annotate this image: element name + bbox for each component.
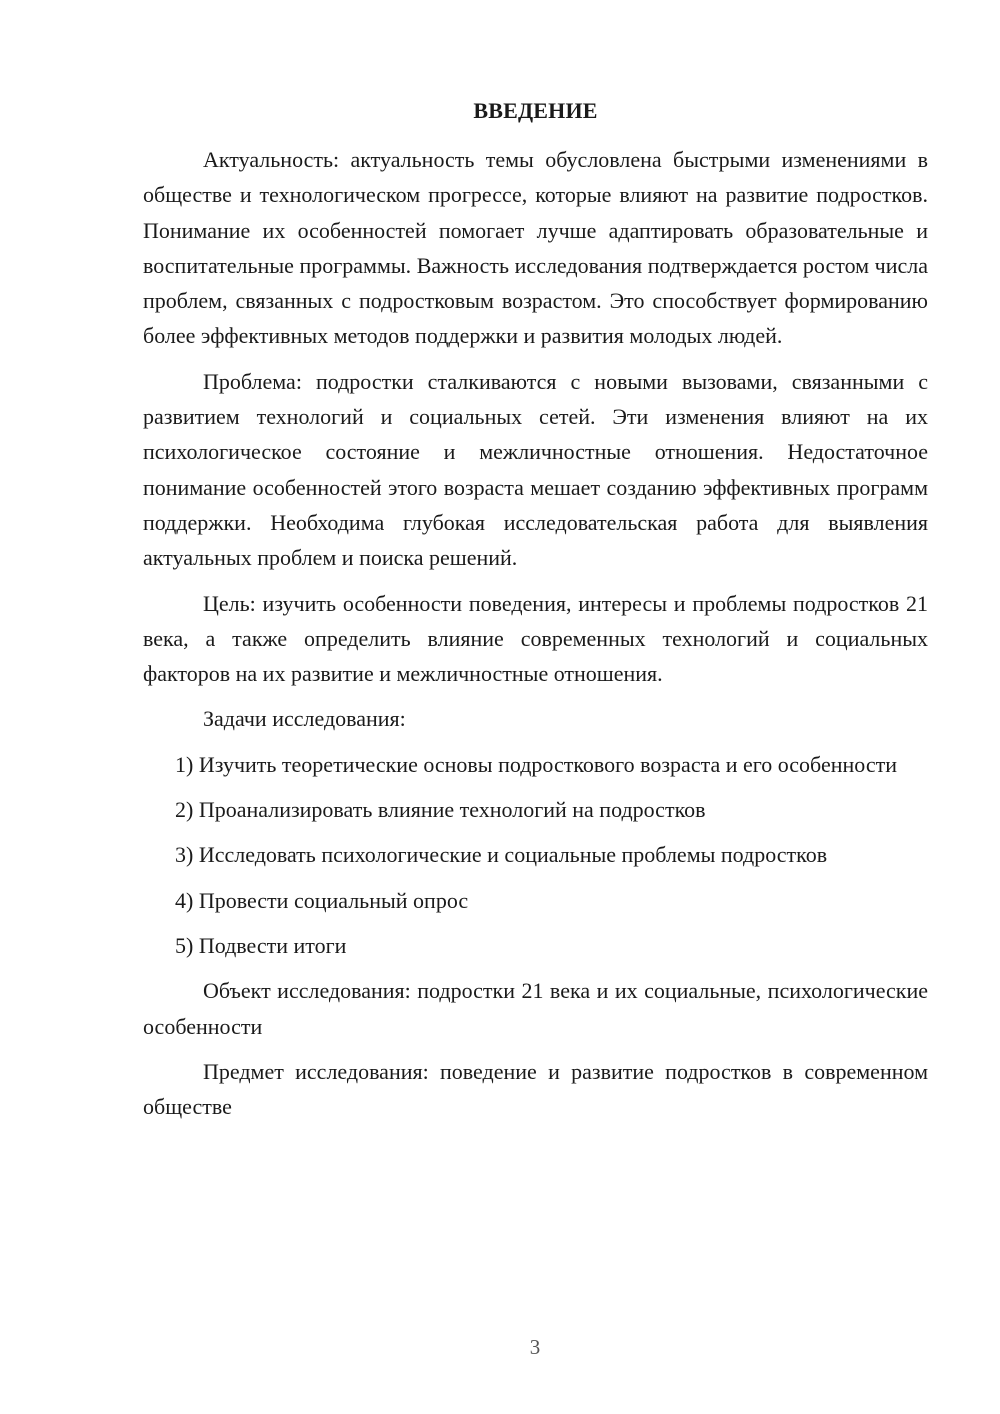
task-item-2: 2) Проанализировать влияние технологий на подростков xyxy=(175,797,706,823)
task-item-3: 3) Исследовать психологические и социальные проблемы подростков xyxy=(175,842,828,868)
section-heading: ВВЕДЕНИЕ xyxy=(473,98,598,123)
relevance-paragraph: Актуальность: актуальность темы обусловлена быстрыми изменениями в обществе и технологическом прогрессе, которые влияют на развитие подростков. Понимание их особенностей помогает лучше адаптировать образовательные и воспитательные программы. Важность исследования подтверждается ростом числа проблем, связанных с подростковым возрастом. Это способствует формированию более эффективных методов поддержки и развития молодых людей. xyxy=(143,147,928,349)
goal-paragraph: Цель: изучить особенности поведения, интересы и проблемы подростков 21 века, а также определить влияние современных технологий и социальных факторов на их развитие и межличностные отношения. xyxy=(143,590,928,687)
document-body xyxy=(143,142,928,1134)
task-item-5: 5) Подвести итоги xyxy=(175,932,347,958)
page-number: 3 xyxy=(529,1335,541,1359)
task-item-1: 1) Изучить теоретические основы подросткового возраста и его особенности xyxy=(175,751,897,777)
object-paragraph: Объект исследования: подростки 21 века и их социальные, психологические особенности xyxy=(143,978,928,1039)
tasks-title: Задачи исследования: xyxy=(203,706,406,732)
task-item-4: 4) Провести социальный опрос xyxy=(175,887,469,913)
tasks-list xyxy=(143,747,928,963)
subject-paragraph: Предмет исследования: поведение и развитие подростков в современном обществе xyxy=(143,1058,928,1120)
problem-paragraph: Проблема: подростки сталкиваются с новыми вызовами, связанными с развитием технологий и социальных сетей. Эти изменения влияют на их психологическое состояние и межличностные отношения. Недостаточное понимание особенностей этого возраста мешает созданию эффективных программ поддержки. Необходима глубокая исследовательская работа для выявления актуальных проблем и поиска решений. xyxy=(143,368,928,571)
